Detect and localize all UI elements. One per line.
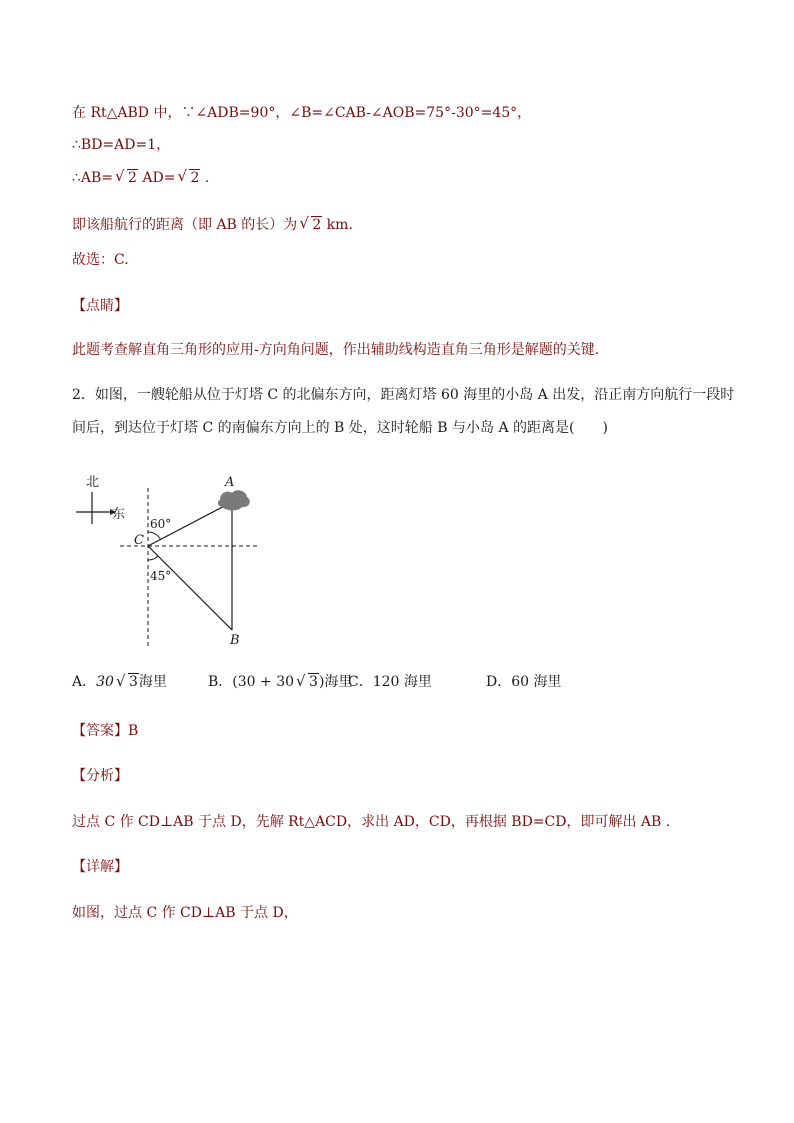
answer-heading: 【答案】 [72, 723, 128, 739]
choice-d: D．60 海里 [486, 674, 562, 690]
solution-line-4-unit: km. [322, 217, 353, 233]
label-B: B [230, 633, 240, 648]
solution-line-4-text: 即该船航行的距离（即 AB 的长）为 [72, 217, 298, 233]
island-icon [218, 490, 250, 510]
geometry-figure [70, 470, 270, 650]
segment-CB [148, 546, 232, 630]
question-2-line-1: 2．如图，一艘轮船从位于灯塔 C 的北偏东方向，距离灯塔 60 海里的小岛 A 出发，沿正南方向航行一段时 [72, 387, 735, 403]
label-A: A [225, 475, 235, 490]
choice-a: A．30√ 3海里 [72, 671, 167, 691]
solution-line-4 [72, 215, 353, 235]
solution-line-3 [72, 168, 209, 188]
question-2-line-2: 间后，到达位于灯塔 C 的南偏东方向上的 B 处，这时轮船 B 与小岛 A 的距离是( ) [72, 420, 608, 436]
detail-heading: 【详解】 [72, 859, 128, 875]
comment-text: 此题考查解直角三角形的应用-方向角问题，作出辅助线构造直角三角形是解题的关键. [72, 342, 600, 358]
angle-45-label: 45° [150, 569, 172, 583]
sqrt-symbol: √ 2 [115, 168, 138, 188]
solution-line-3-end: . [200, 170, 210, 186]
choice-c: C．120 海里 [348, 674, 432, 690]
solution-line-3-text: ∴AB= [72, 170, 114, 186]
sqrt-symbol: √ 2 [299, 215, 322, 235]
analysis-text: 过点 C 作 CD⊥AB 于点 D，先解 Rt△ACD，求出 AD，CD，再根据 BD=CD，即可解出 AB . [72, 814, 671, 830]
angle-arc-top [148, 532, 161, 540]
solution-line-1: 在 Rt△ABD 中，∵∠ADB=90°，∠B=∠CAB-∠AOB=75°-30°=45°， [72, 105, 532, 121]
solution-line-5: 故选：C. [72, 252, 129, 268]
detail-text: 如图，过点 C 作 CD⊥AB 于点 D， [72, 905, 298, 921]
answer-value: B [128, 723, 139, 739]
solution-line-2: ∴BD=AD=1， [72, 137, 171, 153]
sqrt-symbol: √ 2 [177, 168, 200, 188]
angle-60-label: 60° [150, 517, 172, 531]
east-label: 东 [112, 507, 126, 522]
north-label: 北 [86, 475, 100, 490]
compass-icon [76, 475, 125, 524]
analysis-heading: 【分析】 [72, 768, 128, 784]
solution-line-3-text-b: AD= [137, 170, 176, 186]
choice-b: B．(30 + 30√ 3)海里 [208, 671, 352, 691]
angle-arc-bottom [148, 556, 158, 560]
answer [72, 721, 138, 741]
label-C: C [134, 533, 144, 548]
comment-heading: 【点睛】 [72, 298, 128, 314]
